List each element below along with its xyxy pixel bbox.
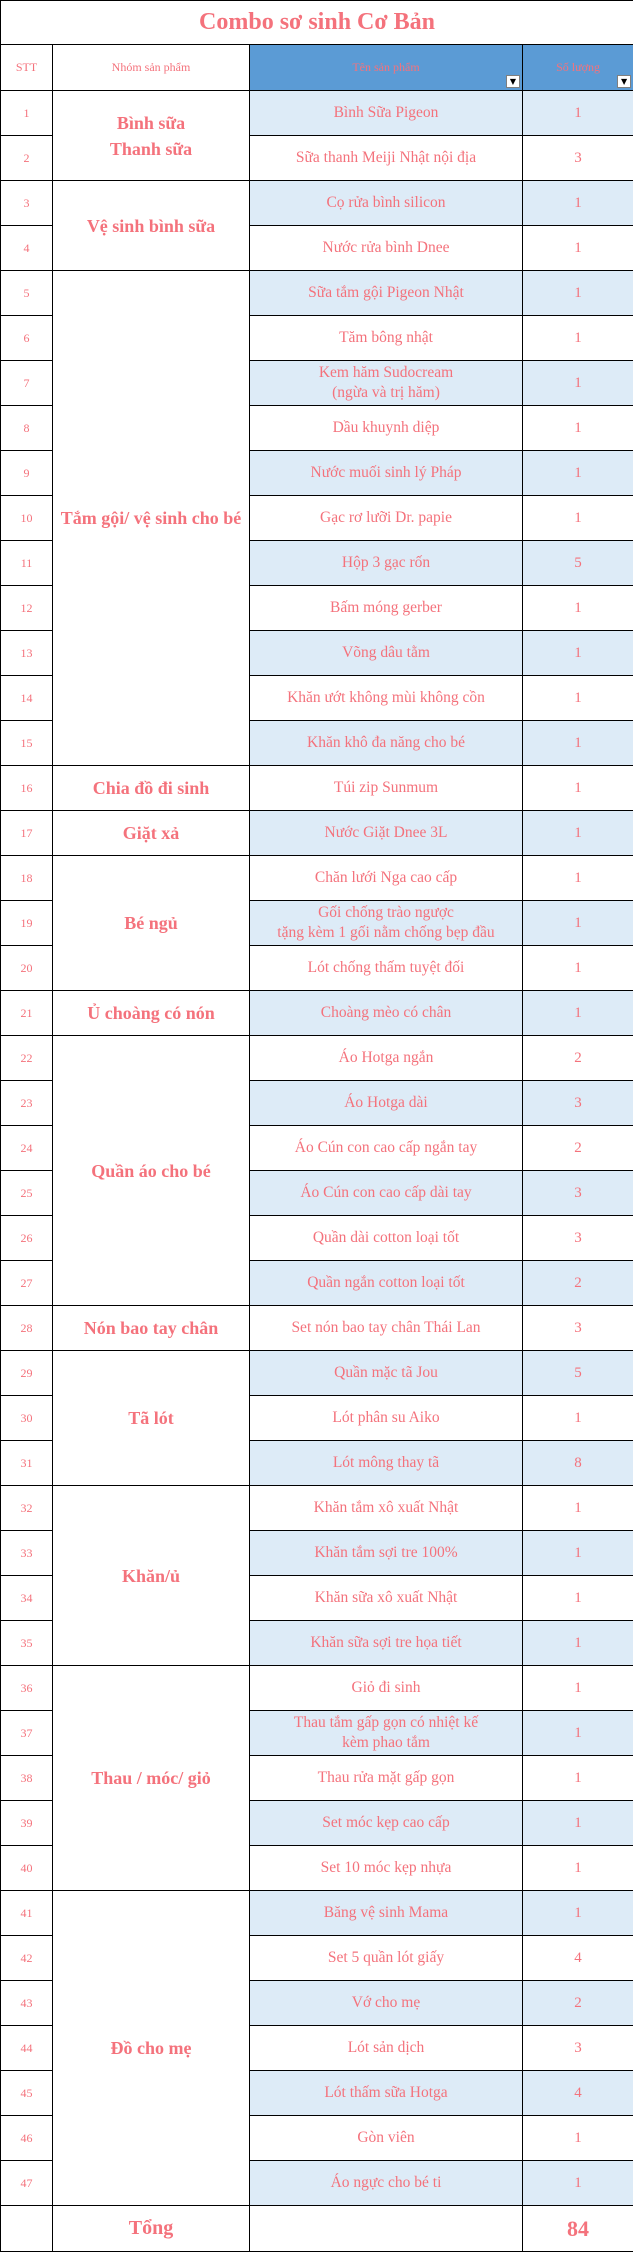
product-name-cell[interactable]: Quần dài cotton loại tốt <box>250 1216 523 1261</box>
table-row <box>1 91 633 136</box>
product-name-cell[interactable]: Quần ngắn cotton loại tốt <box>250 1261 523 1306</box>
quantity-cell[interactable]: 1 <box>523 676 633 721</box>
product-name-cell[interactable]: Set 5 quần lót giấy <box>250 1936 523 1981</box>
quantity-cell[interactable]: 2 <box>523 1261 633 1306</box>
quantity-cell[interactable]: 1 <box>523 721 633 766</box>
header-stt: STT <box>1 45 53 91</box>
stt-cell[interactable]: 9 <box>1 451 53 496</box>
quantity-cell[interactable]: 1 <box>523 496 633 541</box>
group-cell[interactable]: Tã lót <box>53 1351 250 1486</box>
quantity-cell[interactable]: 1 <box>523 1486 633 1531</box>
quantity-cell[interactable]: 1 <box>523 181 633 226</box>
quantity-cell[interactable]: 4 <box>523 1936 633 1981</box>
product-name-cell[interactable]: Khăn tắm xô xuất Nhật <box>250 1486 523 1531</box>
product-name-cell[interactable]: Nước rửa bình Dnee <box>250 226 523 271</box>
product-name-cell[interactable]: Lót mông thay tã <box>250 1441 523 1486</box>
quantity-cell[interactable]: 1 <box>523 766 633 811</box>
quantity-cell[interactable]: 1 <box>523 1801 633 1846</box>
stt-cell[interactable]: 10 <box>1 496 53 541</box>
stt-cell[interactable]: 39 <box>1 1801 53 1846</box>
table-row <box>1 1486 633 1531</box>
quantity-cell[interactable]: 1 <box>523 2161 633 2206</box>
stt-cell[interactable]: 40 <box>1 1846 53 1891</box>
table-row <box>1 856 633 901</box>
stt-cell[interactable]: 26 <box>1 1216 53 1261</box>
stt-cell[interactable]: 19 <box>1 901 53 946</box>
table-row <box>1 271 633 316</box>
quantity-cell[interactable]: 1 <box>523 946 633 991</box>
quantity-cell[interactable]: 1 <box>523 361 633 406</box>
product-name-cell[interactable]: Áo Cún con cao cấp ngắn tay <box>250 1126 523 1171</box>
total-value: 84 <box>523 2206 633 2252</box>
quantity-cell[interactable]: 3 <box>523 136 633 181</box>
product-name-cell[interactable]: Khăn ướt không mùi không cồn <box>250 676 523 721</box>
stt-cell[interactable]: 33 <box>1 1531 53 1576</box>
stt-cell[interactable]: 28 <box>1 1306 53 1351</box>
quantity-cell[interactable]: 1 <box>523 1891 633 1936</box>
quantity-cell[interactable]: 5 <box>523 1351 633 1396</box>
quantity-cell[interactable]: 3 <box>523 1081 633 1126</box>
table-row <box>1 1666 633 1711</box>
quantity-cell[interactable]: 3 <box>523 1171 633 1216</box>
total-row <box>1 2206 633 2252</box>
stt-cell[interactable]: 43 <box>1 1981 53 2026</box>
stt-cell[interactable]: 37 <box>1 1711 53 1756</box>
stt-cell[interactable]: 14 <box>1 676 53 721</box>
product-name-cell[interactable]: Set nón bao tay chân Thái Lan <box>250 1306 523 1351</box>
quantity-cell[interactable]: 1 <box>523 226 633 271</box>
product-name-cell[interactable]: Khăn khô đa năng cho bé <box>250 721 523 766</box>
product-name-cell[interactable]: Hộp 3 gạc rốn <box>250 541 523 586</box>
product-name-cell[interactable]: Lót chống thấm tuyệt đối <box>250 946 523 991</box>
product-name-cell[interactable]: Choàng mèo có chân <box>250 991 523 1036</box>
stt-cell[interactable]: 13 <box>1 631 53 676</box>
quantity-cell[interactable]: 1 <box>523 901 633 946</box>
stt-cell[interactable]: 25 <box>1 1171 53 1216</box>
product-name-cell[interactable]: Khăn sữa xô xuất Nhật <box>250 1576 523 1621</box>
stt-cell[interactable]: 42 <box>1 1936 53 1981</box>
quantity-cell[interactable]: 4 <box>523 2071 633 2116</box>
header-qty <box>523 45 633 91</box>
quantity-cell[interactable]: 2 <box>523 1036 633 1081</box>
quantity-cell[interactable]: 1 <box>523 2116 633 2161</box>
quantity-cell[interactable]: 1 <box>523 991 633 1036</box>
table-row <box>1 1351 633 1396</box>
product-name-cell[interactable]: Lót sản dịch <box>250 2026 523 2071</box>
sheet-title: Combo sơ sinh Cơ Bản <box>1 1 633 45</box>
product-name-cell[interactable]: Gạc rơ lưỡi Dr. papie <box>250 496 523 541</box>
product-name-cell[interactable]: Thau rửa mặt gấp gọn <box>250 1756 523 1801</box>
stt-cell[interactable]: 20 <box>1 946 53 991</box>
stt-cell[interactable]: 29 <box>1 1351 53 1396</box>
group-cell[interactable]: Bé ngủ <box>53 856 250 991</box>
quantity-cell[interactable]: 1 <box>523 91 633 136</box>
quantity-cell[interactable]: 1 <box>523 1711 633 1756</box>
product-name-cell[interactable]: Áo Cún con cao cấp dài tay <box>250 1171 523 1216</box>
stt-cell[interactable]: 45 <box>1 2071 53 2116</box>
total-stt-cell <box>1 2206 53 2252</box>
product-name-cell[interactable]: Chăn lưới Nga cao cấp <box>250 856 523 901</box>
quantity-cell[interactable]: 8 <box>523 1441 633 1486</box>
quantity-cell[interactable]: 1 <box>523 1846 633 1891</box>
stt-cell[interactable]: 30 <box>1 1396 53 1441</box>
header-name-label: Tên sản phẩm <box>352 60 419 74</box>
table-body <box>1 91 633 2206</box>
product-name-cell[interactable]: Nước Giặt Dnee 3L <box>250 811 523 856</box>
stt-cell[interactable]: 3 <box>1 181 53 226</box>
stt-cell[interactable]: 27 <box>1 1261 53 1306</box>
stt-cell[interactable]: 36 <box>1 1666 53 1711</box>
group-cell[interactable]: Nón bao tay chân <box>53 1306 250 1351</box>
product-name-cell[interactable]: Túi zip Sunmum <box>250 766 523 811</box>
quantity-cell[interactable]: 3 <box>523 1306 633 1351</box>
product-name-cell[interactable]: Sữa thanh Meiji Nhật nội địa <box>250 136 523 181</box>
quantity-cell[interactable]: 3 <box>523 1216 633 1261</box>
quantity-cell[interactable]: 1 <box>523 1756 633 1801</box>
stt-cell[interactable]: 44 <box>1 2026 53 2071</box>
stt-cell[interactable]: 34 <box>1 1576 53 1621</box>
filter-dropdown-icon[interactable]: ▼ <box>506 75 520 88</box>
stt-cell[interactable]: 17 <box>1 811 53 856</box>
header-qty-label: Số lượng <box>556 60 600 74</box>
stt-cell[interactable]: 38 <box>1 1756 53 1801</box>
product-name-cell[interactable]: Vớ cho mẹ <box>250 1981 523 2026</box>
product-name-cell[interactable]: Gòn viên <box>250 2116 523 2161</box>
total-label: Tổng <box>53 2206 250 2252</box>
table-row <box>1 181 633 226</box>
table-row <box>1 811 633 856</box>
product-name-cell[interactable]: Giỏ đi sinh <box>250 1666 523 1711</box>
stt-cell[interactable]: 22 <box>1 1036 53 1081</box>
quantity-cell[interactable]: 1 <box>523 631 633 676</box>
stt-cell[interactable]: 21 <box>1 991 53 1036</box>
stt-cell[interactable]: 16 <box>1 766 53 811</box>
product-name-cell[interactable]: Áo ngực cho bé ti <box>250 2161 523 2206</box>
quantity-cell[interactable]: 1 <box>523 406 633 451</box>
product-name-cell[interactable]: Set móc kẹp cao cấp <box>250 1801 523 1846</box>
product-name-cell[interactable]: Kem hăm Sudocream (ngừa và trị hăm) <box>250 361 523 406</box>
quantity-cell[interactable]: 1 <box>523 1396 633 1441</box>
product-name-cell[interactable]: Võng dâu tằm <box>250 631 523 676</box>
quantity-cell[interactable]: 1 <box>523 316 633 361</box>
product-name-cell[interactable]: Lót phân su Aiko <box>250 1396 523 1441</box>
table-row <box>1 1306 633 1351</box>
group-cell[interactable]: Tắm gội/ vệ sinh cho bé <box>53 271 250 766</box>
title-row <box>1 1 633 45</box>
header-name <box>250 45 523 91</box>
group-cell[interactable]: Bình sữa Thanh sữa <box>53 91 250 181</box>
group-cell[interactable]: Giặt xả <box>53 811 250 856</box>
product-name-cell[interactable]: Lót thấm sữa Hotga <box>250 2071 523 2116</box>
product-name-cell[interactable]: Áo Hotga dài <box>250 1081 523 1126</box>
group-cell[interactable]: Đồ cho mẹ <box>53 1891 250 2206</box>
quantity-cell[interactable]: 1 <box>523 1576 633 1621</box>
stt-cell[interactable]: 46 <box>1 2116 53 2161</box>
stt-cell[interactable]: 18 <box>1 856 53 901</box>
stt-cell[interactable]: 7 <box>1 361 53 406</box>
quantity-cell[interactable]: 1 <box>523 811 633 856</box>
quantity-cell[interactable]: 1 <box>523 271 633 316</box>
product-name-cell[interactable]: Nước muối sinh lý Pháp <box>250 451 523 496</box>
quantity-cell[interactable]: 1 <box>523 1621 633 1666</box>
product-name-cell[interactable]: Tăm bông nhật <box>250 316 523 361</box>
quantity-cell[interactable]: 1 <box>523 1666 633 1711</box>
stt-cell[interactable]: 8 <box>1 406 53 451</box>
table-row <box>1 1891 633 1936</box>
header-group: Nhóm sản phẩm <box>53 45 250 91</box>
product-name-cell[interactable]: Quần mặc tã Jou <box>250 1351 523 1396</box>
quantity-cell[interactable]: 1 <box>523 1531 633 1576</box>
table-row <box>1 1036 633 1081</box>
quantity-cell[interactable]: 1 <box>523 586 633 631</box>
group-cell[interactable]: Chia đồ đi sinh <box>53 766 250 811</box>
stt-cell[interactable]: 12 <box>1 586 53 631</box>
product-name-cell[interactable]: Dầu khuynh diệp <box>250 406 523 451</box>
group-cell[interactable]: Vệ sinh bình sữa <box>53 181 250 271</box>
stt-cell[interactable]: 41 <box>1 1891 53 1936</box>
stt-cell[interactable]: 24 <box>1 1126 53 1171</box>
stt-cell[interactable]: 6 <box>1 316 53 361</box>
stt-cell[interactable]: 23 <box>1 1081 53 1126</box>
total-name-cell <box>250 2206 523 2252</box>
table-row <box>1 766 633 811</box>
quantity-cell[interactable]: 1 <box>523 451 633 496</box>
header-row <box>1 45 633 91</box>
quantity-cell[interactable]: 2 <box>523 1126 633 1171</box>
product-name-cell[interactable]: Bình Sữa Pigeon <box>250 91 523 136</box>
group-cell[interactable]: Thau / móc/ giỏ <box>53 1666 250 1891</box>
stt-cell[interactable]: 1 <box>1 91 53 136</box>
stt-cell[interactable]: 32 <box>1 1486 53 1531</box>
stt-cell[interactable]: 31 <box>1 1441 53 1486</box>
quantity-cell[interactable]: 2 <box>523 1981 633 2026</box>
product-name-cell[interactable]: Băng vệ sinh Mama <box>250 1891 523 1936</box>
group-cell[interactable]: Quần áo cho bé <box>53 1036 250 1306</box>
group-cell[interactable]: Khăn/ủ <box>53 1486 250 1666</box>
product-name-cell[interactable]: Bấm móng gerber <box>250 586 523 631</box>
product-name-cell[interactable]: Áo Hotga ngắn <box>250 1036 523 1081</box>
quantity-cell[interactable]: 1 <box>523 856 633 901</box>
product-name-cell[interactable]: Khăn sữa sợi tre họa tiết <box>250 1621 523 1666</box>
stt-cell[interactable]: 15 <box>1 721 53 766</box>
quantity-cell[interactable]: 5 <box>523 541 633 586</box>
stt-cell[interactable]: 35 <box>1 1621 53 1666</box>
product-name-cell[interactable]: Khăn tắm sợi tre 100% <box>250 1531 523 1576</box>
product-name-cell[interactable]: Sữa tắm gội Pigeon Nhật <box>250 271 523 316</box>
stt-cell[interactable]: 2 <box>1 136 53 181</box>
stt-cell[interactable]: 47 <box>1 2161 53 2206</box>
stt-cell[interactable]: 11 <box>1 541 53 586</box>
stt-cell[interactable]: 5 <box>1 271 53 316</box>
product-name-cell[interactable]: Set 10 móc kẹp nhựa <box>250 1846 523 1891</box>
filter-dropdown-icon[interactable]: ▼ <box>617 75 631 88</box>
quantity-cell[interactable]: 3 <box>523 2026 633 2071</box>
stt-cell[interactable]: 4 <box>1 226 53 271</box>
product-name-cell[interactable]: Cọ rửa bình silicon <box>250 181 523 226</box>
product-name-cell[interactable]: Gối chống trào ngược tặng kèm 1 gối nằm chống bẹp đầu <box>250 901 523 946</box>
group-cell[interactable]: Ủ choàng có nón <box>53 991 250 1036</box>
table-row <box>1 991 633 1036</box>
product-name-cell[interactable]: Thau tắm gấp gọn có nhiệt kế kèm phao tắm <box>250 1711 523 1756</box>
